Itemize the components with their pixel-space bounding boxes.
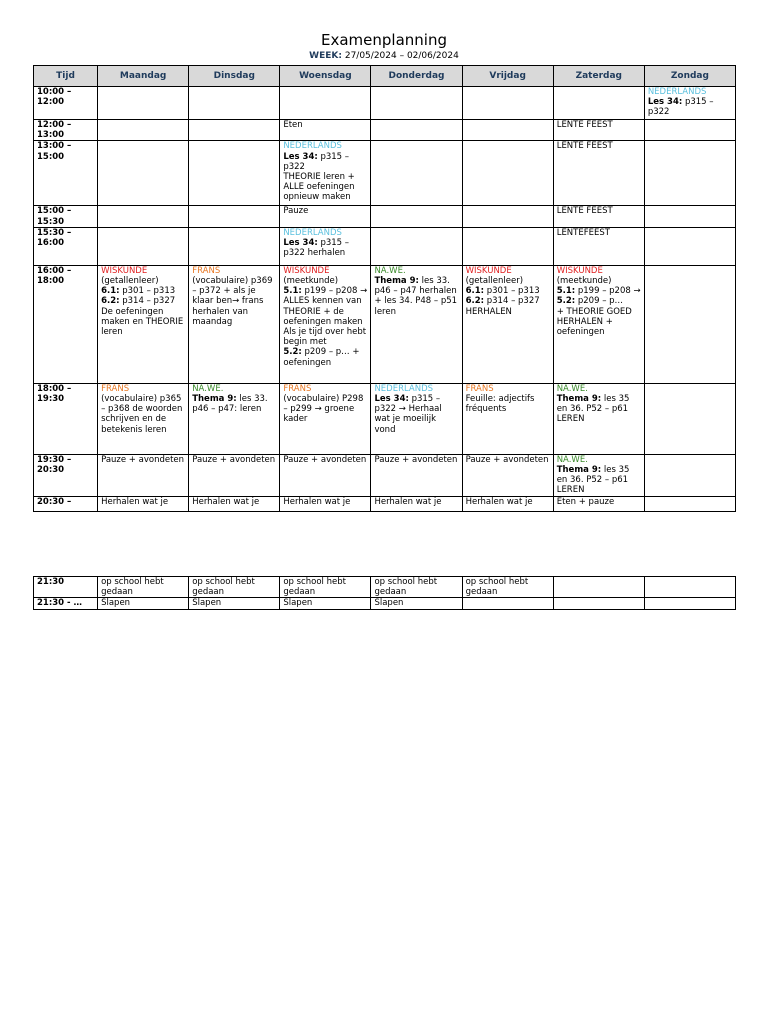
week-dates: 27/05/2024 – 02/06/2024 [344,51,459,61]
cell-vrijdag [462,265,553,383]
cell-line: NEDERLANDS [283,227,342,238]
cell-line: Herhalen wat je [374,496,442,507]
schedule-row [34,383,736,454]
cell-donderdag [371,227,462,265]
cell-dinsdag [189,227,280,265]
time-cell: 21:30 - … [34,598,98,609]
cell-line: 5.1: p199 – p208 → ALLES kennen van THEORIE + de oefeningen maken [283,286,368,327]
cell-line: WISKUNDE [556,265,603,276]
cell-donderdag [371,598,462,609]
cell-line: (meetkunde) [283,276,339,287]
time-cell: 20:30 – [34,496,98,511]
cell-line: 6.1: p301 – p313 [101,286,176,297]
cell-line: FRANS [101,383,130,394]
cell-donderdag [371,206,462,227]
cell-line: Thema 9: les 33. p46 – p47: leren [192,394,268,415]
column-header-zondag: Zondag [644,66,735,87]
cell-line: Les 34: p315 – p322 [647,97,714,118]
cell-vrijdag [462,383,553,454]
cell-dinsdag [189,120,280,141]
cell-maandag [98,496,189,511]
cell-dinsdag [189,383,280,454]
cell-woensdag [280,206,371,227]
cell-zondag [644,206,735,227]
cell-line: Thema 9: les 33. p46 – p47 herhalen + les 34. P48 – p51 leren [374,276,458,317]
cell-line: Pauze + avondeten [374,454,458,465]
cell-maandag [98,265,189,383]
cell-donderdag [371,496,462,511]
cell-line: (vocabulaire) P298 – p299 → groene kader [283,394,364,425]
cell-line: Pauze [283,206,309,217]
cell-line: (getallenleer) [101,276,159,287]
cell-vrijdag [462,577,553,598]
cell-zondag [644,383,735,454]
cell-line: (vocabulaire) p369 – p372 + als je klaar ben→ frans herhalen van maandag [192,276,273,327]
cell-line: Les 34: p315 – p322 [283,151,350,172]
cell-line: op school hebt gedaan [283,577,346,598]
cell-line: Pauze + avondeten [283,454,367,465]
cell-vrijdag [462,496,553,511]
cell-zaterdag [553,383,644,454]
cell-line: NEDERLANDS [647,87,707,97]
cell-line: NA.WE. [556,383,588,394]
cell-woensdag [280,141,371,206]
cell-line: + THEORIE GOED HERHALEN + oefeningen [556,306,632,338]
cell-line: (meetkunde) [556,276,612,287]
column-header-donderdag: Donderdag [371,66,462,87]
schedule-row [34,120,736,141]
cell-woensdag [280,454,371,496]
cell-line: NEDERLANDS [374,383,434,394]
cell-zondag [644,141,735,206]
cell-vrijdag [462,141,553,206]
cell-line: LENTE FEEST [556,141,613,152]
week-range [0,51,768,61]
time-cell: 18:00 – 19:30 [34,383,98,454]
schedule-row [34,454,736,496]
cell-line: LENTE FEEST [556,206,613,217]
cell-donderdag [371,577,462,598]
cell-line: NA.WE. [374,265,406,276]
cell-line: Feuille: adjectifs fréquents [465,394,535,415]
cell-woensdag [280,598,371,609]
cell-line: FRANS [283,383,312,394]
schedule-row [34,577,736,598]
column-header-maandag: Maandag [98,66,189,87]
schedule-row [34,598,736,609]
cell-vrijdag [462,206,553,227]
cell-zaterdag [553,87,644,120]
cell-vrijdag [462,120,553,141]
cell-line: 5.2: p209 – p… + oefeningen [283,347,360,368]
cell-donderdag [371,383,462,454]
cell-maandag [98,141,189,206]
cell-woensdag [280,383,371,454]
cell-line: Herhalen wat je [101,496,169,507]
cell-vrijdag [462,227,553,265]
schedule-row [34,141,736,206]
cell-line: op school hebt gedaan [374,577,438,598]
cell-zondag [644,577,735,598]
cell-line: WISKUNDE [283,265,330,276]
cell-woensdag [280,227,371,265]
cell-line: NA.WE. [192,383,224,394]
cell-woensdag [280,265,371,383]
cell-line: 5.1: p199 – p208 → [556,286,641,297]
cell-line: Herhalen wat je [192,496,260,507]
cell-line: FRANS [192,265,221,276]
cell-dinsdag [189,206,280,227]
cell-donderdag [371,120,462,141]
cell-zondag [644,227,735,265]
cell-maandag [98,383,189,454]
cell-donderdag [371,265,462,383]
cell-zaterdag [553,227,644,265]
cell-zaterdag [553,454,644,496]
cell-line: 6.1: p301 – p313 [465,286,540,297]
page-title: Examenplanning [321,31,447,49]
cell-line: (getallenleer) [465,276,524,287]
cell-dinsdag [189,496,280,511]
cell-zaterdag [553,496,644,511]
cell-dinsdag [189,577,280,598]
cell-maandag [98,206,189,227]
cell-line: Herhalen wat je [465,496,533,507]
cell-line: De oefeningen maken en THEORIE leren [101,306,184,338]
cell-line: 5.2: p209 – p… [556,296,624,307]
time-cell: 13:00 – 15:00 [34,141,98,206]
cell-zondag [644,87,735,120]
cell-line: NA.WE. [556,454,588,465]
cell-dinsdag [189,454,280,496]
cell-maandag [98,87,189,120]
cell-zondag [644,496,735,511]
time-cell: 12:00 – 13:00 [34,120,98,141]
schedule-row [34,227,736,265]
cell-line: Slapen [283,598,313,609]
cell-line: op school hebt gedaan [192,577,255,598]
time-cell: 15:00 – 15:30 [34,206,98,227]
cell-zondag [644,598,735,609]
time-cell: 16:00 – 18:00 [34,265,98,383]
cell-line: HERHALEN [465,306,512,317]
schedule-row [34,206,736,227]
time-cell: 15:30 – 16:00 [34,227,98,265]
cell-maandag [98,227,189,265]
cell-line: Slapen [101,598,131,609]
cell-maandag [98,577,189,598]
cell-zaterdag [553,206,644,227]
cell-zaterdag [553,577,644,598]
cell-vrijdag [462,87,553,120]
cell-line: Thema 9: les 35 en 36. P52 – p61 LEREN [556,465,630,496]
cell-line: Les 34: p315 – p322 → Herhaal wat je moeilijk vond [374,394,442,435]
cell-line: op school hebt gedaan [101,577,164,598]
cell-line: Slapen [374,598,404,609]
cell-line: THEORIE leren + ALLE oefeningen opnieuw maken [283,172,355,203]
cell-line: Pauze + avondeten [101,454,185,465]
cell-donderdag [371,141,462,206]
cell-line: Slapen [192,598,222,609]
cell-zondag [644,454,735,496]
cell-line: Pauze + avondeten [192,454,276,465]
time-cell: 10:00 – 12:00 [34,87,98,120]
cell-line: NEDERLANDS [283,141,342,152]
time-cell: 19:30 – 20:30 [34,454,98,496]
column-header-dinsdag: Dinsdag [189,66,280,87]
cell-woensdag [280,496,371,511]
schedule-row [34,496,736,511]
column-header-vrijdag: Vrijdag [462,66,553,87]
time-cell: 21:30 [34,577,98,598]
cell-woensdag [280,87,371,120]
cell-line: Als je tijd over hebt begin met [283,327,367,348]
cell-zaterdag [553,265,644,383]
cell-donderdag [371,87,462,120]
cell-line: Pauze + avondeten [465,454,549,465]
cell-maandag [98,598,189,609]
cell-zaterdag [553,141,644,206]
cell-zaterdag [553,598,644,609]
cell-line: LENTE FEEST [556,120,613,130]
cell-dinsdag [189,598,280,609]
cell-line: 6.2: p314 – p327 [101,296,176,307]
column-header-tijd: Tijd [34,66,98,87]
cell-vrijdag [462,454,553,496]
cell-dinsdag [189,141,280,206]
cell-dinsdag [189,87,280,120]
cell-line: FRANS [465,383,494,394]
cell-line: Herhalen wat je [283,496,351,507]
cell-line: op school hebt gedaan [465,577,529,598]
cell-dinsdag [189,265,280,383]
cell-line: WISKUNDE [465,265,512,276]
cell-line: Eten [283,120,303,130]
cell-line: LENTEFEEST [556,227,610,238]
cell-maandag [98,120,189,141]
cell-vrijdag [462,598,553,609]
cell-line: Thema 9: les 35 en 36. P52 – p61 LEREN [556,394,630,425]
cell-line: 6.2: p314 – p327 [465,296,540,307]
cell-maandag [98,454,189,496]
schedule-row [34,87,736,120]
schedule-table [33,65,736,512]
schedule-row [34,265,736,383]
cell-donderdag [371,454,462,496]
week-label: WEEK: [309,51,342,61]
cell-zondag [644,120,735,141]
cell-line: (vocabulaire) p365 – p368 de woorden schrijven en de betekenis leren [101,394,183,435]
column-header-zaterdag: Zaterdag [553,66,644,87]
header-row [34,66,736,87]
cell-zondag [644,265,735,383]
column-header-woensdag: Woensdag [280,66,371,87]
cell-woensdag [280,577,371,598]
cell-zaterdag [553,120,644,141]
schedule-table-continued [33,576,736,610]
cell-line: Eten + pauze [556,496,615,507]
cell-line: Les 34: p315 – p322 herhalen [283,238,350,259]
cell-woensdag [280,120,371,141]
cell-line: WISKUNDE [101,265,148,276]
